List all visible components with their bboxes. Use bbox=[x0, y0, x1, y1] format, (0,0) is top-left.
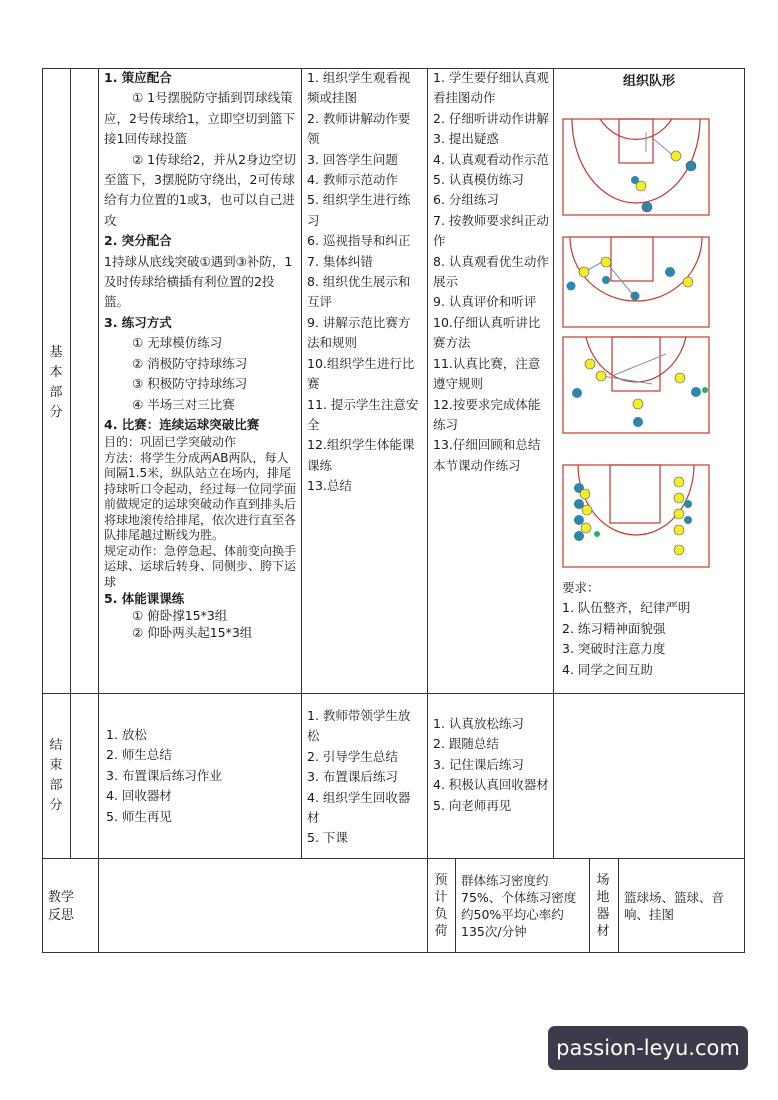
end-student-item: 5. 向老师再见 bbox=[433, 797, 512, 813]
student-item: 2. 仔细听讲动作讲解 bbox=[433, 110, 549, 126]
end-student-item: 2. 跟随总结 bbox=[433, 736, 499, 752]
student-activities bbox=[433, 68, 549, 476]
p4-purpose: 目的：巩固已学突破动作 bbox=[104, 435, 237, 450]
teacher-item: 2. 教师讲解动作要领 bbox=[307, 110, 411, 147]
load-label bbox=[428, 872, 454, 940]
p3-item: ④ 半场三对三比赛 bbox=[132, 396, 235, 412]
p5-item-text: 仰卧两头起15*3组 bbox=[147, 625, 253, 641]
venue-text: 篮球场、篮球、音响、挂图 bbox=[624, 890, 725, 922]
p4-title: 4. 比赛：连续运球突破比赛 bbox=[104, 416, 260, 432]
reflection-label: 教学反思 bbox=[48, 890, 75, 923]
label-char: 分 bbox=[49, 405, 63, 420]
label-char: 部 bbox=[49, 385, 63, 400]
end-item: 5. 师生再见 bbox=[106, 808, 172, 824]
student-item: 3. 提出疑惑 bbox=[433, 131, 499, 147]
end-teacher-item: 5. 下课 bbox=[307, 830, 348, 846]
label-char: 荷 bbox=[434, 924, 448, 939]
end-teacher-item: 4. 组织学生回收器材 bbox=[307, 789, 411, 826]
student-item: 8. 认真观看优生动作展示 bbox=[433, 253, 549, 290]
label-char: 器 bbox=[596, 907, 610, 922]
court-diagram-4 bbox=[562, 464, 710, 568]
load-text: 群体练习密度约75%、个体练习密度约50%平均心率约135次/分钟 bbox=[461, 873, 577, 939]
student-item: 7. 按教师要求纠正动作 bbox=[433, 212, 549, 249]
requirement-item: 4. 同学之间互助 bbox=[562, 661, 653, 677]
organization-requirements bbox=[562, 578, 742, 680]
p5-item-text: 俯卧撑15*3组 bbox=[147, 608, 228, 624]
organization-title: 组织队形 bbox=[622, 74, 675, 89]
p5-title: 5. 体能课课练 bbox=[104, 591, 185, 607]
end-teacher-item: 3. 布置课后练习 bbox=[307, 769, 398, 785]
label-char: 本 bbox=[49, 365, 63, 380]
teacher-item: 5. 组织学生进行练习 bbox=[307, 192, 411, 228]
teacher-item: 12.组织学生体能课课练 bbox=[307, 437, 415, 473]
p3-item-text: 半场三对三比赛 bbox=[147, 396, 235, 412]
label-char: 基 bbox=[49, 345, 63, 360]
p3-item: ① 无球模仿练习 bbox=[132, 335, 223, 351]
end-student-item: 4. 积极认真回收器材 bbox=[433, 777, 549, 793]
main-content bbox=[104, 68, 298, 641]
main-section-label bbox=[43, 343, 69, 423]
court-diagram-3 bbox=[562, 336, 710, 434]
end-student-item: 1. 认真放松练习 bbox=[433, 716, 524, 731]
teacher-item: 10.组织学生进行比赛 bbox=[307, 355, 415, 392]
student-item: 10.仔细认真听讲比赛方法 bbox=[433, 314, 541, 351]
student-item: 4. 认真观看动作示范 bbox=[433, 151, 549, 167]
end-item: 3. 布置课后练习作业 bbox=[106, 767, 222, 783]
teacher-item: 13.总结 bbox=[307, 478, 352, 494]
venue-label bbox=[590, 872, 616, 940]
end-teacher-item: 2. 引导学生总结 bbox=[307, 748, 398, 764]
teacher-item: 11. 提示学生注意安全 bbox=[307, 396, 419, 432]
p3-item-text: 消极防守持球练习 bbox=[147, 355, 248, 371]
label-char: 负 bbox=[434, 907, 448, 922]
p3-item-text: 无球模仿练习 bbox=[147, 335, 223, 351]
label-char: 材 bbox=[596, 924, 610, 939]
p3-item: ③ 积极防守持球练习 bbox=[132, 376, 248, 392]
student-item: 9. 认真评价和听评 bbox=[433, 294, 537, 310]
p4-rule: 规定动作：急停急起、体前变向换手运球、运球后转身、同侧步、胯下运球 bbox=[104, 543, 297, 589]
court-diagram-2 bbox=[562, 236, 710, 328]
teacher-item: 6. 巡视指导和纠正 bbox=[307, 233, 411, 249]
requirement-item: 3. 突破时注意力度 bbox=[562, 641, 666, 657]
end-section-label bbox=[43, 736, 69, 816]
teacher-activities bbox=[307, 68, 422, 497]
label-char: 分 bbox=[49, 798, 63, 813]
court-diagram-1 bbox=[562, 118, 710, 216]
p5-item: ② 仰卧两头起15*3组 bbox=[132, 625, 253, 641]
label-char: 结 bbox=[49, 738, 63, 753]
p1-title: 1. 策应配合 bbox=[104, 70, 172, 85]
end-content bbox=[106, 725, 296, 827]
site-watermark: passion-leyu.com bbox=[548, 1026, 748, 1070]
p2-title: 2. 突分配合 bbox=[104, 233, 172, 249]
end-item: 4. 回收器材 bbox=[106, 788, 172, 804]
label-char: 场 bbox=[596, 873, 610, 888]
teacher-item: 3. 回答学生问题 bbox=[307, 151, 398, 167]
requirement-item: 2. 练习精神面貌强 bbox=[562, 620, 666, 636]
requirement-item: 1. 队伍整齐，纪律严明 bbox=[562, 600, 691, 616]
p3-item: ② 消极防守持球练习 bbox=[132, 355, 248, 371]
p1-item1: ① 1号摆脱防守插到罚球线策应，2号传球给1，立即空切到篮下接1回传球投篮 bbox=[104, 90, 295, 147]
end-teacher bbox=[307, 706, 422, 849]
teacher-item: 8. 组织优生展示和互评 bbox=[307, 274, 411, 310]
student-item: 13.仔细回顾和总结本节课动作练习 bbox=[433, 437, 541, 473]
p3-title: 3. 练习方式 bbox=[104, 314, 172, 330]
student-item: 1. 学生要仔细认真观看挂图动作 bbox=[433, 70, 549, 106]
teacher-item: 7. 集体纠错 bbox=[307, 253, 373, 269]
label-char: 预 bbox=[434, 873, 448, 888]
p5-item: ① 俯卧撑15*3组 bbox=[132, 608, 228, 624]
student-item: 6. 分组练习 bbox=[433, 192, 499, 208]
label-char: 地 bbox=[596, 890, 610, 905]
teacher-item: 4. 教师示范动作 bbox=[307, 172, 398, 188]
p2-text: 1持球从底线突破①遇到③补防，1及时传球给横插有利位置的2投篮。 bbox=[104, 253, 293, 310]
student-item: 5. 认真模仿练习 bbox=[433, 172, 524, 188]
end-student-item: 3. 记住课后练习 bbox=[433, 756, 524, 772]
p1-item2: ② 1传球给2，并从2身边空切至篮下，3摆脱防守绕出，2可传球给有力位置的1或3，也可以自己进攻 bbox=[104, 151, 297, 228]
p4-method: 方法：将学生分成两AB两队，每人间隔1.5米，纵队站立在场内，排尾持球听口令起动，经过每一位同学面前做规定的运球突破动作直到排头后将球地滚传给排尾，依次进行直至各队排尾越过断线为胜。 bbox=[104, 450, 297, 543]
teacher-item: 9. 讲解示范比赛方法和规则 bbox=[307, 314, 411, 351]
student-item: 12.按要求完成体能练习 bbox=[433, 396, 541, 432]
student-item: 11.认真比赛，注意遵守规则 bbox=[433, 355, 541, 392]
end-teacher-item: 1. 教师带领学生放松 bbox=[307, 708, 411, 744]
end-item: 2. 师生总结 bbox=[106, 747, 172, 763]
requirements-title: 要求： bbox=[562, 580, 600, 595]
end-item: 1. 放松 bbox=[106, 727, 147, 742]
label-char: 部 bbox=[49, 778, 63, 793]
teacher-item: 1. 组织学生观看视频或挂图 bbox=[307, 70, 411, 106]
label-char: 计 bbox=[434, 890, 448, 905]
label-char: 束 bbox=[49, 758, 63, 773]
p3-item-text: 积极防守持球练习 bbox=[147, 376, 248, 392]
end-student bbox=[433, 714, 549, 816]
